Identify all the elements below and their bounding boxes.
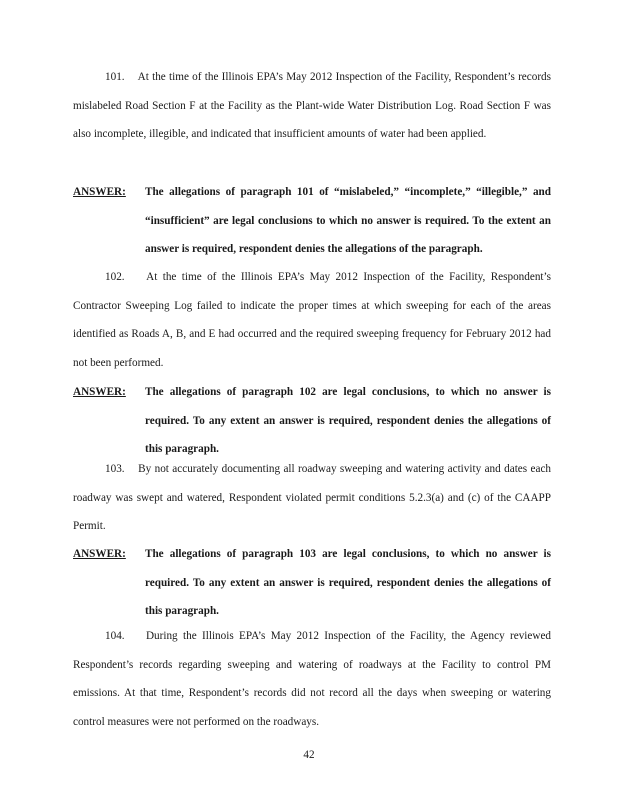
paragraph-102 <box>73 263 551 377</box>
answer-101 <box>73 178 551 264</box>
page-number: 42 <box>303 749 315 761</box>
paragraph-text: By not accurately documenting all roadway sweeping and watering activity and dates each roadway was swept and watered, Respondent violated permit conditions 5.2.3(a) and (c) of the CAAPP Permit. <box>73 463 552 533</box>
paragraph-number: 104. <box>105 630 125 642</box>
answer-label: ANSWER: <box>73 548 126 560</box>
paragraph-number: 103. <box>105 463 125 475</box>
answer-text: The allegations of paragraph 102 are legal conclusions, to which no answer is required. To any extent an answer is required, respondent denies the allegations of this paragraph. <box>145 386 551 456</box>
paragraph-text: At the time of the Illinois EPA’s May 2012 Inspection of the Facility, Respondent’s records mislabeled Road Section F at the Facility as the Plant-wide Water Distribution Log. Road Section F was also incomplete, illegible, and indicated that insufficient amounts of water had been applied. <box>73 71 552 141</box>
paragraph-104 <box>73 622 551 736</box>
paragraph-text: At the time of the Illinois EPA’s May 2012 Inspection of the Facility, Respondent’s Contractor Sweeping Log failed to indicate the proper times at which sweeping for each of the areas identified as Roads A, B, and E had occurred and the required sweeping frequency for February 2012 had not been performed. <box>73 271 552 369</box>
paragraph-101 <box>73 63 551 149</box>
paragraph-text: During the Illinois EPA’s May 2012 Inspection of the Facility, the Agency reviewed Respondent’s records regarding sweeping and watering of roadways at the Facility to control PM emissions. At that time, Respondent’s records did not record all the days when sweeping or watering control measures were not performed on the roadways. <box>73 630 552 728</box>
answer-label: ANSWER: <box>73 186 126 198</box>
answer-text: The allegations of paragraph 101 of “mislabeled,” “incomplete,” “illegible,” and “insufficient” are legal conclusions to which no answer is required. To the extent an answer is required, respondent denies the allegations of the paragraph. <box>145 186 551 256</box>
answer-102 <box>73 378 551 464</box>
answer-label: ANSWER: <box>73 386 126 398</box>
paragraph-number: 102. <box>105 271 125 283</box>
paragraph-number: 101. <box>105 71 125 83</box>
paragraph-103 <box>73 455 551 541</box>
answer-103 <box>73 540 551 626</box>
answer-text: The allegations of paragraph 103 are legal conclusions, to which no answer is required. To any extent an answer is required, respondent denies the allegations of this paragraph. <box>145 548 551 618</box>
